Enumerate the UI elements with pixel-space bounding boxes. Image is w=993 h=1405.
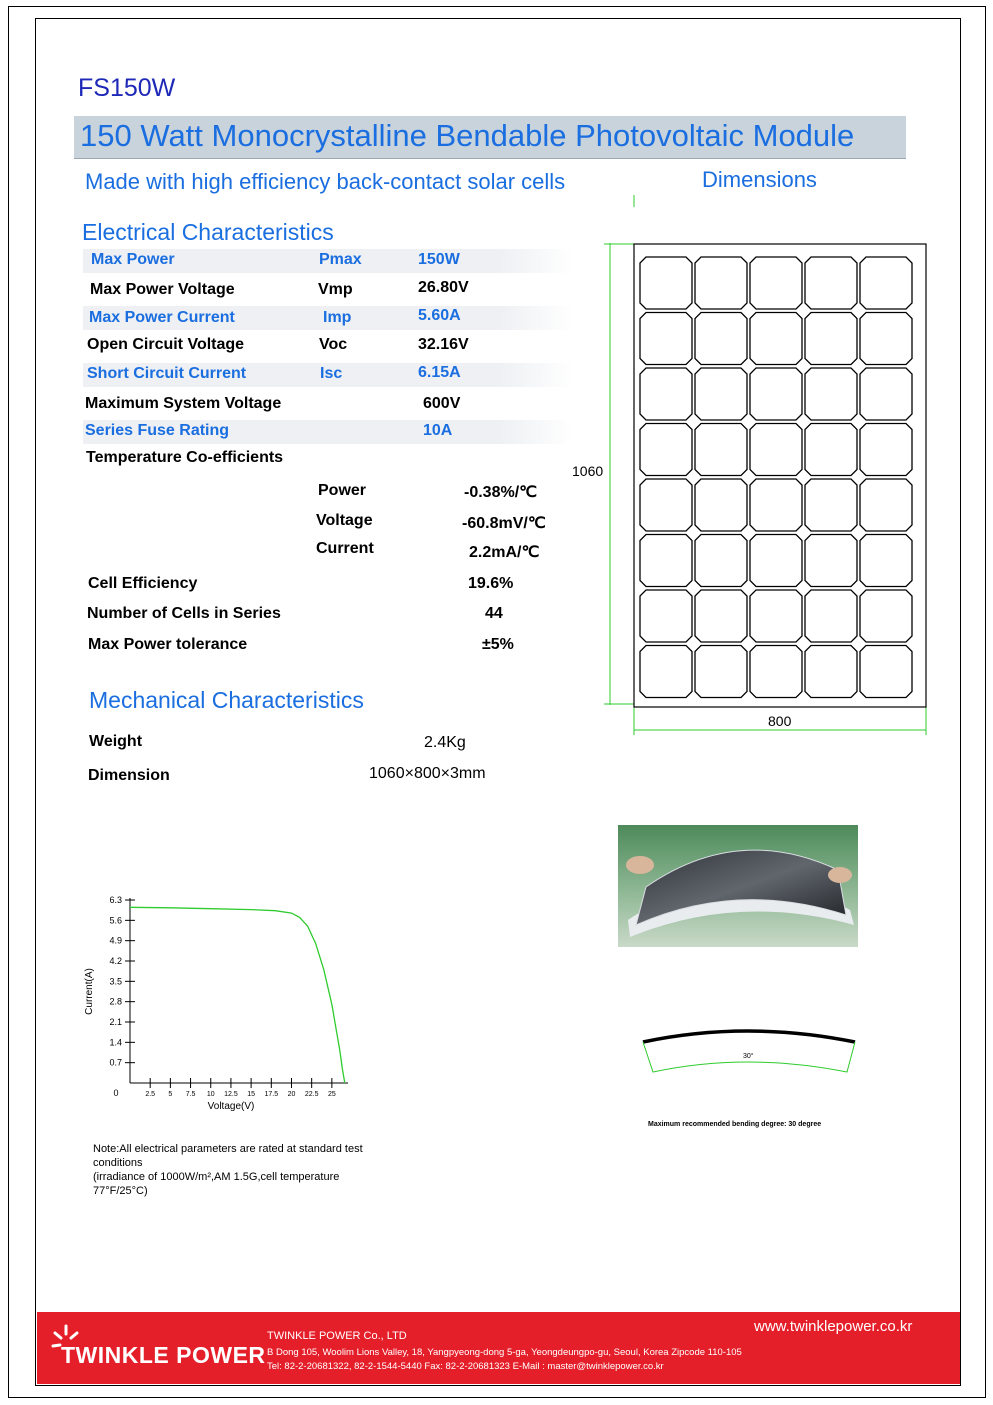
company-name: TWINKLE POWER Co., LTD [267, 1330, 407, 1342]
iv-curve-line [130, 907, 345, 1083]
note [93, 1142, 363, 1198]
cells-in-series-value: 44 [485, 605, 503, 622]
x-tick-label: 25 [327, 1091, 336, 1098]
solar-cell [750, 479, 802, 531]
solar-cell [750, 313, 802, 365]
solar-cell [695, 368, 747, 420]
cell-efficiency-value: 19.6% [468, 575, 514, 592]
company-address: B Dong 105, Woolim Lions Valley, 18, Yangpyeong-dong 5-ga, Yeongdeungpo-gu, Seoul, Korea Zipcode 110-105 [267, 1347, 742, 1358]
x-tick-label: 17.5 [264, 1091, 279, 1098]
footer-bar [37, 1312, 960, 1384]
bending-diagram [635, 1020, 865, 1080]
bend-caption: Maximum recommended bending degree: 30 degree [648, 1121, 822, 1128]
spec-value: 600V [423, 395, 461, 412]
solar-cell [640, 646, 692, 698]
solar-cell [805, 646, 857, 698]
solar-cell [750, 535, 802, 587]
x-axis-label: Voltage(V) [207, 1101, 255, 1112]
mechanical-heading: Mechanical Characteristics [89, 687, 364, 713]
solar-cell [695, 535, 747, 587]
spec-row-max-power [83, 249, 573, 273]
iv-curve-chart [78, 890, 368, 1112]
solar-cell [805, 368, 857, 420]
spec-symbol: Imp [323, 309, 352, 326]
solar-cell [805, 313, 857, 365]
spec-label: Open Circuit Voltage [87, 336, 245, 353]
x-tick-label: 2.5 [145, 1091, 156, 1098]
solar-cell [805, 479, 857, 531]
temp-value-voltage: -60.8mV/℃ [462, 515, 546, 532]
spec-row-open-circuit-voltage [83, 335, 573, 359]
spec-value: 150W [418, 251, 460, 268]
website-link[interactable]: www.twinklepower.co.kr [754, 1318, 913, 1335]
solar-cell [860, 257, 912, 309]
solar-cell [750, 590, 802, 642]
x-tick-label: 7.5 [185, 1091, 196, 1098]
company-contact: Tel: 82-2-20681322, 82-2-1544-5440 Fax: 82-2-20681323 E-Mail : master@twinklepower.co.kr [267, 1361, 664, 1372]
spec-row-max-power-voltage [83, 279, 573, 303]
cell-efficiency-label: Cell Efficiency [88, 575, 198, 592]
solar-cell [805, 535, 857, 587]
note-line-4: 77°F/25°C) [93, 1185, 148, 1197]
x-tick-label: 5 [168, 1091, 173, 1098]
x-tick-label: 12.5 [224, 1091, 238, 1098]
note-line-2: conditions [93, 1157, 143, 1169]
solar-cell [750, 257, 802, 309]
y-tick-label: 5.6 [109, 915, 122, 926]
solar-cell [805, 424, 857, 476]
solar-cell [860, 646, 912, 698]
solar-cell [860, 479, 912, 531]
solar-cell [695, 590, 747, 642]
y-tick-label: 6.3 [109, 895, 122, 905]
spec-label: Maximum System Voltage [85, 395, 282, 412]
weight-value: 2.4Kg [424, 734, 466, 751]
spec-symbol: Vmp [318, 281, 353, 298]
solar-cell [695, 257, 747, 309]
spec-symbol: Voc [319, 336, 348, 353]
spec-label: Series Fuse Rating [85, 422, 230, 439]
temp-value-current: 2.2mA/℃ [469, 544, 540, 561]
brand-logo-text: TWINKLE POWER [61, 1342, 266, 1368]
solar-cell [860, 590, 912, 642]
height-label: 1060 [572, 463, 604, 479]
y-tick-label: 4.9 [109, 935, 122, 946]
page-title: 150 Watt Monocrystalline Bendable Photovoltaic Module [80, 118, 855, 153]
temp-value-power: -0.38%/℃ [464, 484, 538, 501]
y-tick-label: 1.4 [109, 1037, 122, 1048]
spec-value: 10A [423, 422, 453, 439]
solar-cell [695, 646, 747, 698]
solar-cell [860, 424, 912, 476]
solar-cell [640, 424, 692, 476]
spec-row-series-fuse-rating [83, 420, 573, 444]
y-tick-label: 4.2 [109, 956, 122, 966]
weight-label: Weight [89, 733, 143, 750]
note-line-3: (irradiance of 1000W/m²,AM 1.5G,cell temperature [93, 1171, 340, 1183]
hand-left [626, 856, 654, 874]
power-tolerance-value: ±5% [482, 636, 514, 653]
y-tick-label: 2.1 [109, 1017, 122, 1027]
solar-cell [695, 424, 747, 476]
spec-row-max-power-current [83, 306, 573, 330]
solar-cell [860, 313, 912, 365]
power-tolerance-label: Max Power tolerance [88, 636, 248, 653]
temp-label-power: Power [318, 482, 367, 499]
spec-label: Short Circuit Current [87, 365, 247, 382]
y-tick-label: 2.8 [109, 996, 122, 1007]
spec-value: 6.15A [418, 364, 461, 381]
temp-label-voltage: Voltage [316, 512, 373, 529]
spec-row-max-system-voltage [83, 393, 573, 417]
solar-cell [695, 479, 747, 531]
solar-cell [695, 313, 747, 365]
solar-cell [750, 424, 802, 476]
note-line-1: Note:All electrical parameters are rated at standard test [93, 1143, 363, 1155]
solar-cell [750, 646, 802, 698]
solar-cell [860, 535, 912, 587]
solar-cell [640, 313, 692, 365]
bend-angle-label: 30° [743, 1053, 754, 1060]
y-axis-label: Current(A) [84, 968, 95, 1015]
x-tick-label: 0 [113, 1088, 119, 1098]
solar-cell [750, 368, 802, 420]
bent-panel-photo [618, 825, 858, 947]
cells-in-series-label: Number of Cells in Series [87, 605, 281, 622]
x-tick-label: 22.5 [304, 1091, 319, 1098]
spec-label: Max Power [91, 251, 175, 268]
solar-cell [640, 257, 692, 309]
solar-cell [860, 368, 912, 420]
dimension-value: 1060×800×3mm [369, 765, 486, 782]
spec-value: 32.16V [418, 336, 469, 353]
spec-value: 26.80V [418, 279, 469, 296]
chart-layer [84, 895, 348, 1112]
solar-cell [640, 535, 692, 587]
solar-cell [805, 590, 857, 642]
spec-row-short-circuit-current [83, 363, 573, 387]
x-tick-label: 20 [287, 1091, 296, 1098]
spec-symbol: Isc [320, 365, 343, 382]
spec-symbol: Pmax [319, 251, 362, 268]
temp-label-current: Current [316, 540, 374, 557]
electrical-heading: Electrical Characteristics [82, 219, 334, 245]
width-label: 800 [768, 713, 792, 729]
model-name: FS150W [78, 74, 176, 102]
temperature-heading: Temperature Co-efficients [86, 449, 284, 466]
solar-cell [640, 479, 692, 531]
y-tick-label: 3.5 [109, 976, 122, 987]
solar-cell [805, 257, 857, 309]
dimension-drawing [570, 195, 960, 740]
x-tick-label: 15 [247, 1091, 256, 1098]
solar-cell [640, 368, 692, 420]
x-tick-label: 10 [206, 1091, 215, 1098]
spec-value: 5.60A [418, 307, 461, 324]
subtitle: Made with high efficiency back-contact solar cells [85, 169, 566, 194]
dimension-label: Dimension [88, 767, 170, 784]
y-tick-label: 0.7 [109, 1057, 122, 1068]
bent-panel-arc [643, 1031, 855, 1042]
solar-cell [640, 590, 692, 642]
spec-label: Max Power Current [89, 309, 235, 326]
dimensions-heading: Dimensions [702, 167, 817, 192]
spec-label: Max Power Voltage [90, 281, 235, 298]
hand-right [828, 867, 852, 883]
